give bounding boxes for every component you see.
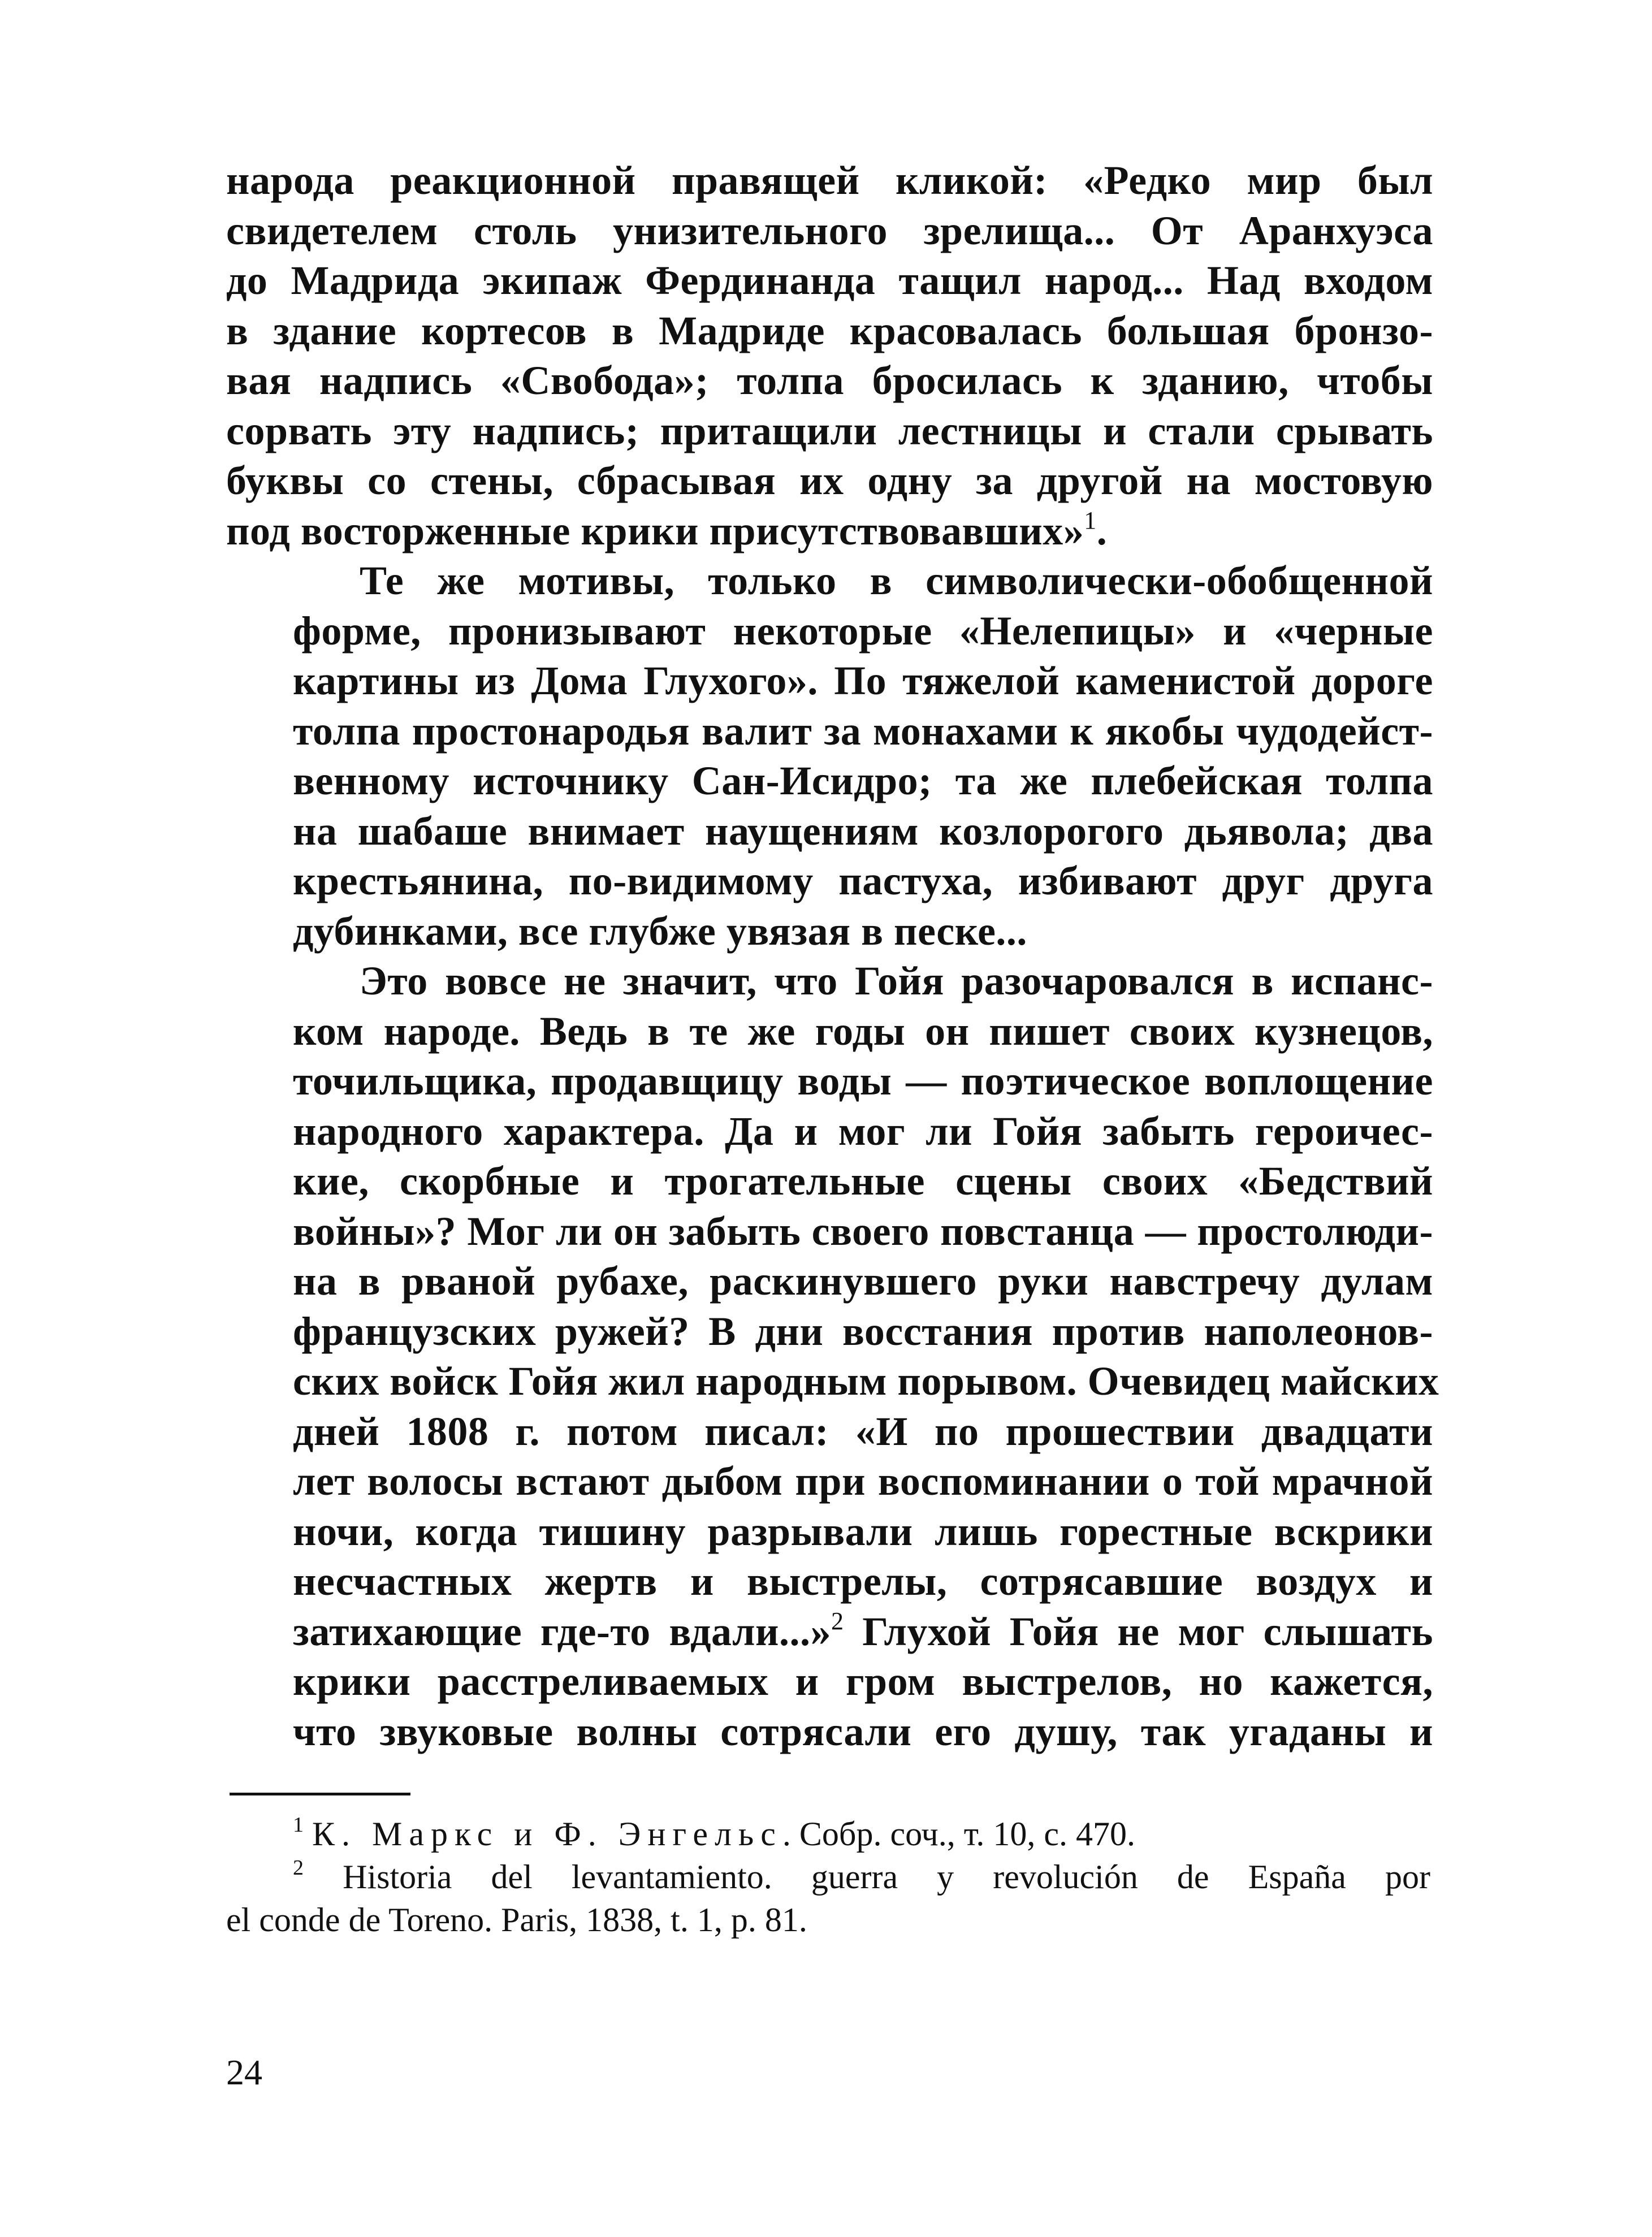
text-line: венному источнику Сан-Исидро; та же плебейская толпа — [293, 758, 1433, 803]
footnote-author: К. Маркс и Ф. Энгельс — [312, 1815, 782, 1853]
footnote-2-continuation: el conde de Toreno. Paris, 1838, t. 1, p. 81. — [226, 1901, 807, 1939]
text-line — [226, 1607, 1433, 1657]
main-text — [226, 155, 1439, 1756]
text-line: сорвать эту надпись; притащили лестницы и стали срывать — [226, 408, 1433, 453]
text-fragment: . — [1096, 508, 1108, 553]
text-line: дней 1808 г. потом писал: «И по прошествии двадцати — [293, 1408, 1433, 1454]
text-fragment: под восторженные крики присутствовавших» — [226, 508, 1084, 553]
text-line: народного характера. Да и мог ли Гойя забыть героичес- — [293, 1108, 1433, 1154]
footnote-number: 1 — [293, 1813, 304, 1837]
text-line: крики расстреливаемых и гром выстрелов, но кажется, — [293, 1659, 1433, 1704]
text-line: несчастных жертв и выстрелы, сотрясавшие воздух и — [293, 1559, 1433, 1604]
footnote-text: Historia del levantamiento. guerra y revolución de España por — [343, 1858, 1430, 1896]
text-line: дубинками, все глубже увязая в песке... — [293, 908, 1027, 954]
text-line: точильщика, продавщицу воды — поэтическое воплощение — [293, 1058, 1433, 1104]
footnote-marker-2: 2 — [831, 1607, 844, 1635]
text-line: ком народе. Ведь в те же годы он пишет своих кузнецов, — [293, 1008, 1433, 1054]
text-line: лет волосы встают дыбом при воспоминании о той мрачной — [293, 1459, 1433, 1504]
footnote-text: . Собр. соч., т. 10, с. 470. — [782, 1815, 1136, 1853]
text-line: крестьянина, по-видимому пастуха, избивают друг друга — [293, 858, 1433, 903]
text-line: буквы со стены, сбрасывая их одну за другой на мостовую — [226, 458, 1433, 503]
text-line: французских ружей? В дни восстания против наполеонов- — [293, 1308, 1433, 1354]
footnote-number: 2 — [293, 1856, 304, 1880]
paragraph-1 — [226, 155, 1433, 556]
text-line: ночи, когда тишину разрывали лишь горестные вскрики — [293, 1508, 1433, 1554]
text-line: форме, пронизывают некоторые «Нелепицы» и «черные — [293, 608, 1433, 654]
footnote-marker-1: 1 — [1084, 506, 1097, 534]
text-line: на шабаше внимает наущениям козлорогого дьявола; два — [293, 808, 1433, 854]
text-fragment: затихающие где-то вдали...» — [293, 1608, 832, 1654]
footnote-2 — [226, 1855, 1430, 1898]
text-line: толпа простонародья валит за монахами к якобы чудодейст- — [293, 708, 1433, 754]
text-line: в здание кортесов в Мадриде красовалась большая бронзо- — [226, 308, 1433, 353]
paragraph-3 — [226, 956, 1439, 1756]
text-line: Те же мотивы, только в символически-обобщенной — [360, 558, 1433, 603]
paragraph-2 — [226, 556, 1433, 956]
text-line: вая надпись «Свобода»; толпа бросилась к зданию, чтобы — [226, 358, 1433, 403]
text-line: войны»? Мог ли он забыть своего повстанца — простолюди- — [293, 1208, 1433, 1254]
footnotes — [226, 1812, 1430, 1941]
text-line: свидетелем столь унизительного зрелища... От Аранхуэса — [226, 207, 1433, 253]
text-line: ских войск Гойя жил народным порывом. Очевидец майских — [293, 1358, 1439, 1404]
footnote-1 — [226, 1812, 1430, 1855]
text-line: Это вовсе не значит, что Гойя разочаровался в испанс- — [360, 958, 1433, 1003]
text-line — [226, 506, 1433, 556]
page-number: 24 — [226, 2052, 262, 2092]
text-fragment: Глухой Гойя не мог слышать — [844, 1608, 1433, 1654]
text-line: картины из Дома Глухого». По тяжелой каменистой дороге — [293, 658, 1433, 703]
text-line: до Мадрида экипаж Фердинанда тащил народ... Над входом — [226, 258, 1433, 303]
text-line: кие, скорбные и трогательные сцены своих «Бедствий — [293, 1158, 1433, 1204]
text-line: на в рваной рубахе, раскинувшего руки навстречу дулам — [293, 1258, 1433, 1304]
text-line: что звуковые волны сотрясали его душу, так угаданы и — [293, 1708, 1433, 1754]
text-line: народа реакционной правящей кликой: «Редко мир был — [226, 158, 1433, 203]
footnote-separator — [230, 1793, 410, 1795]
